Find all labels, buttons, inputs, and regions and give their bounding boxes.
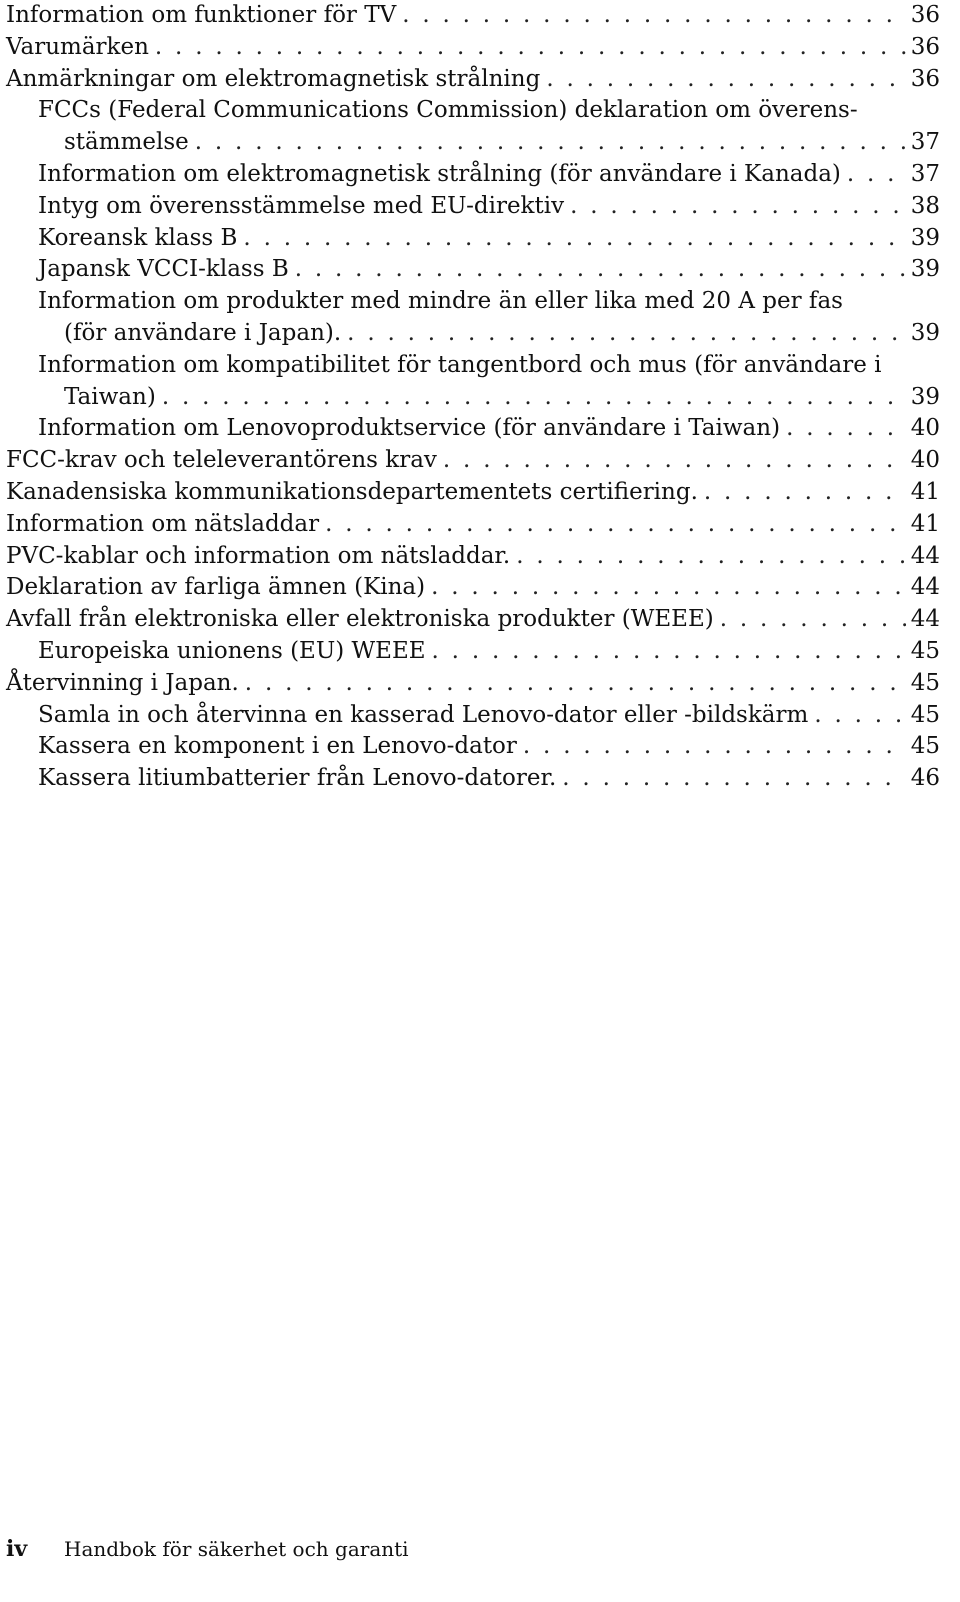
toc-entry-line [6, 668, 940, 700]
toc-entry[interactable] [6, 32, 940, 64]
toc-entry[interactable] [6, 731, 940, 763]
toc-page-number: 45 [910, 669, 940, 696]
toc-entry[interactable] [6, 477, 940, 509]
toc-entry-line [6, 159, 940, 191]
toc-entry[interactable] [6, 350, 940, 414]
toc-entry[interactable] [6, 159, 940, 191]
toc-entry[interactable] [6, 254, 940, 286]
toc-page-number: 46 [910, 765, 940, 792]
toc-page-number: 39 [910, 383, 940, 410]
toc-entry[interactable] [6, 0, 940, 32]
table-of-contents [6, 0, 940, 795]
dot-leader [780, 413, 906, 445]
toc-page-number: 39 [910, 319, 940, 346]
toc-entry[interactable] [6, 95, 940, 159]
toc-entry-title: Information om Lenovoproduktservice (för användare i Taiwan) [38, 415, 781, 442]
toc-page-number: 38 [910, 192, 940, 219]
dot-leader [564, 191, 906, 223]
toc-entry[interactable] [6, 223, 940, 255]
toc-entry[interactable] [6, 191, 940, 223]
footer-page-number: iv [6, 1536, 28, 1562]
toc-entry-title: Information om produkter med mindre än eller lika med 20 A per fas [38, 288, 843, 315]
toc-entry[interactable] [6, 668, 940, 700]
toc-entry[interactable] [6, 509, 940, 541]
toc-entry-line [6, 413, 940, 445]
toc-entry[interactable] [6, 604, 940, 636]
toc-entry-title: Samla in och återvinna en kasserad Lenovo-dator eller -bildskärm [38, 701, 809, 728]
dot-leader [239, 668, 906, 700]
toc-entry[interactable] [6, 572, 940, 604]
toc-entry[interactable] [6, 763, 940, 795]
toc-page-number: 36 [910, 65, 940, 92]
toc-page-number: 37 [910, 160, 940, 187]
toc-page-number: 44 [910, 574, 940, 601]
toc-entry-title: Taiwan) [64, 383, 156, 410]
toc-entry-title: Japansk VCCI-klass B [38, 256, 289, 283]
toc-page-number: 36 [910, 33, 940, 60]
toc-entry[interactable] [6, 445, 940, 477]
toc-page-number: 36 [910, 2, 940, 28]
dot-leader [341, 318, 906, 350]
toc-entry-line [6, 254, 940, 286]
toc-entry-title: Kassera litiumbatterier från Lenovo-datorer. [38, 765, 557, 792]
toc-page-number: 39 [910, 256, 940, 283]
toc-entry-line [6, 64, 940, 96]
dot-leader [425, 572, 906, 604]
toc-page-number: 41 [910, 478, 940, 505]
toc-entry-line [6, 731, 940, 763]
toc-page-number: 40 [910, 447, 940, 474]
toc-entry-title: Kassera en komponent i en Lenovo-dator [38, 733, 517, 760]
dot-leader [189, 127, 906, 159]
dot-leader [237, 223, 906, 255]
toc-page-number: 40 [910, 415, 940, 442]
toc-entry[interactable] [6, 636, 940, 668]
dot-leader [517, 731, 906, 763]
dot-leader [540, 64, 906, 96]
toc-entry-line [6, 0, 940, 32]
toc-entry-title: Koreansk klass B [38, 224, 238, 251]
toc-entry[interactable] [6, 286, 940, 350]
page-footer [6, 1536, 409, 1568]
toc-entry-title: FCC-krav och teleleverantörens krav [6, 447, 437, 474]
toc-entry-title: Återvinning i Japan. [6, 669, 239, 696]
dot-leader [808, 700, 906, 732]
toc-page-number: 41 [910, 510, 940, 537]
toc-page-number: 39 [910, 224, 940, 251]
toc-entry-title: Varumärken [6, 33, 149, 60]
toc-entry-line [6, 223, 940, 255]
toc-entry-title: Information om elektromagnetisk strålning (för användare i Kanada) [38, 160, 841, 187]
toc-entry[interactable] [6, 700, 940, 732]
dot-leader [426, 636, 906, 668]
toc-entry[interactable] [6, 541, 940, 573]
toc-entry-line [6, 382, 940, 414]
toc-entry-title: Intyg om överensstämmelse med EU-direktiv [38, 192, 565, 219]
toc-entry-line [6, 700, 940, 732]
toc-entry-title: Information om kompatibilitet för tangentbord och mus (för användare i [38, 351, 882, 378]
toc-entry-title: PVC-kablar och information om nätsladdar. [6, 542, 511, 569]
toc-entry-title: (för användare i Japan). [64, 319, 342, 346]
dot-leader [556, 763, 906, 795]
toc-entry-line [6, 541, 940, 573]
dot-leader [289, 254, 906, 286]
toc-entry-title: Avfall från elektroniska eller elektroniska produkter (WEEE) [6, 606, 714, 633]
toc-entry-line [6, 763, 940, 795]
toc-page-number: 44 [910, 606, 940, 633]
dot-leader [319, 509, 906, 541]
toc-page-number: 45 [910, 733, 940, 760]
toc-entry-title: Kanadensiska kommunikationsdepartementets certifiering. [6, 478, 698, 505]
toc-entry-title: Deklaration av farliga ämnen (Kina) [6, 574, 426, 601]
toc-entry[interactable] [6, 64, 940, 96]
dot-leader [149, 32, 906, 64]
toc-page-number: 44 [910, 542, 940, 569]
toc-page-number: 37 [910, 129, 940, 156]
dot-leader [714, 604, 906, 636]
toc-entry-title: Europeiska unionens (EU) WEEE [38, 637, 426, 664]
dot-leader [437, 445, 906, 477]
toc-entry-line [6, 286, 940, 318]
toc-entry[interactable] [6, 413, 940, 445]
toc-entry-line [6, 509, 940, 541]
dot-leader [156, 382, 906, 414]
dot-leader [698, 477, 906, 509]
toc-entry-line [6, 572, 940, 604]
dot-leader [396, 0, 906, 32]
toc-entry-line [6, 636, 940, 668]
dot-leader [841, 159, 906, 191]
toc-entry-line [6, 127, 940, 159]
toc-entry-line [6, 445, 940, 477]
dot-leader [510, 541, 906, 573]
toc-entry-title: Information om funktioner för TV [6, 2, 397, 28]
toc-entry-title: FCCs (Federal Communications Commission) deklaration om överens- [38, 97, 858, 124]
footer-book-title: Handbok för säkerhet och garanti [64, 1537, 409, 1561]
toc-entry-title: Anmärkningar om elektromagnetisk strålning [6, 65, 541, 92]
toc-entry-title: Information om nätsladdar [6, 510, 320, 537]
toc-entry-line [6, 191, 940, 223]
toc-page-number: 45 [910, 637, 940, 664]
toc-entry-title: stämmelse [64, 129, 189, 156]
toc-entry-line [6, 318, 940, 350]
toc-entry-line [6, 32, 940, 64]
toc-entry-line [6, 477, 940, 509]
toc-entry-line [6, 95, 940, 127]
toc-page-number: 45 [910, 701, 940, 728]
toc-entry-line [6, 350, 940, 382]
toc-entry-line [6, 604, 940, 636]
